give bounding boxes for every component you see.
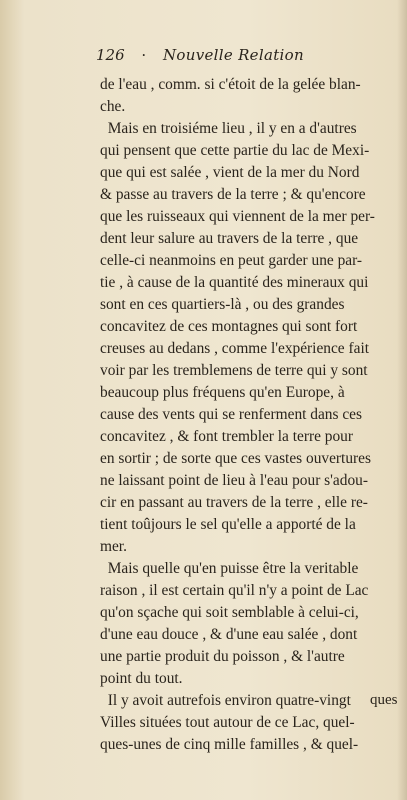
text-line: d'une eau douce , & d'une eau salée , dont	[100, 626, 358, 643]
text-line: dent leur salure au travers de la terre , que	[100, 230, 359, 247]
text-line: sont en ces quartiers-là , ou des grandes	[100, 296, 345, 313]
text-line: concavitez , & font trembler la terre pour	[100, 428, 353, 445]
text-line: cause des vents qui se renferment dans ces	[100, 406, 362, 423]
body-text	[100, 74, 406, 756]
text-line: beaucoup plus fréquens qu'en Europe, à	[100, 384, 345, 401]
text-line: celle-ci neanmoins en peut garder une par-	[100, 252, 363, 269]
text-line: che.	[100, 98, 126, 115]
text-line: Mais quelle qu'en puisse être la veritable	[100, 560, 359, 577]
text-line: ne laissant point de lieu à l'eau pour s'adou-	[100, 472, 368, 489]
text-line: ques-unes de cinq mille familles , & quel-	[100, 736, 359, 753]
text-line: voir par les tremblemens de terre qui y sont	[100, 362, 368, 379]
text-line: creuses au dedans , comme l'expérience fait	[100, 340, 369, 357]
text-line: en sortir ; de sorte que ces vastes ouvertures	[100, 450, 371, 467]
page-number: 126	[96, 46, 125, 64]
text-line: qui pensent que cette partie du lac de Mexi-	[100, 142, 370, 159]
text-line: que les ruisseaux qui viennent de la mer per-	[100, 208, 375, 225]
text-line: cir en passant au travers de la terre , elle re-	[100, 494, 368, 511]
text-line: Il y avoit autrefois environ quatre-vingt	[100, 692, 351, 709]
text-line: concavitez de ces montagnes qui sont fort	[100, 318, 358, 335]
text-line: Mais en troisiéme lieu , il y en a d'autres	[100, 120, 357, 137]
page-header	[96, 46, 396, 64]
text-line: que qui est salée , vient de la mer du Nord	[100, 164, 360, 181]
text-line: Villes situées tout autour de ce Lac, quel-	[100, 714, 355, 731]
text-line: tient toûjours le sel qu'elle a apporté de la	[100, 516, 356, 533]
text-line: mer.	[100, 538, 127, 555]
text-line: & passe au travers de la terre ; & qu'encore	[100, 186, 366, 203]
text-line: raison , il est certain qu'il n'y a point de Lac	[100, 582, 369, 599]
text-line: tie , à cause de la quantité des mineraux qui	[100, 274, 369, 291]
running-title: Nouvelle Relation	[162, 46, 304, 64]
text-line: de l'eau , comm. si c'étoit de la gelée blan-	[100, 76, 361, 93]
page-edge-shadow	[397, 0, 407, 800]
header-separator: ·	[141, 46, 147, 64]
text-line: une partie produit du poisson , & l'autre	[100, 648, 345, 665]
text-line: point du tout.	[100, 670, 183, 687]
catchword: ques	[370, 692, 398, 708]
text-line: qu'on sçache qui soit semblable à celui-ci,	[100, 604, 359, 621]
